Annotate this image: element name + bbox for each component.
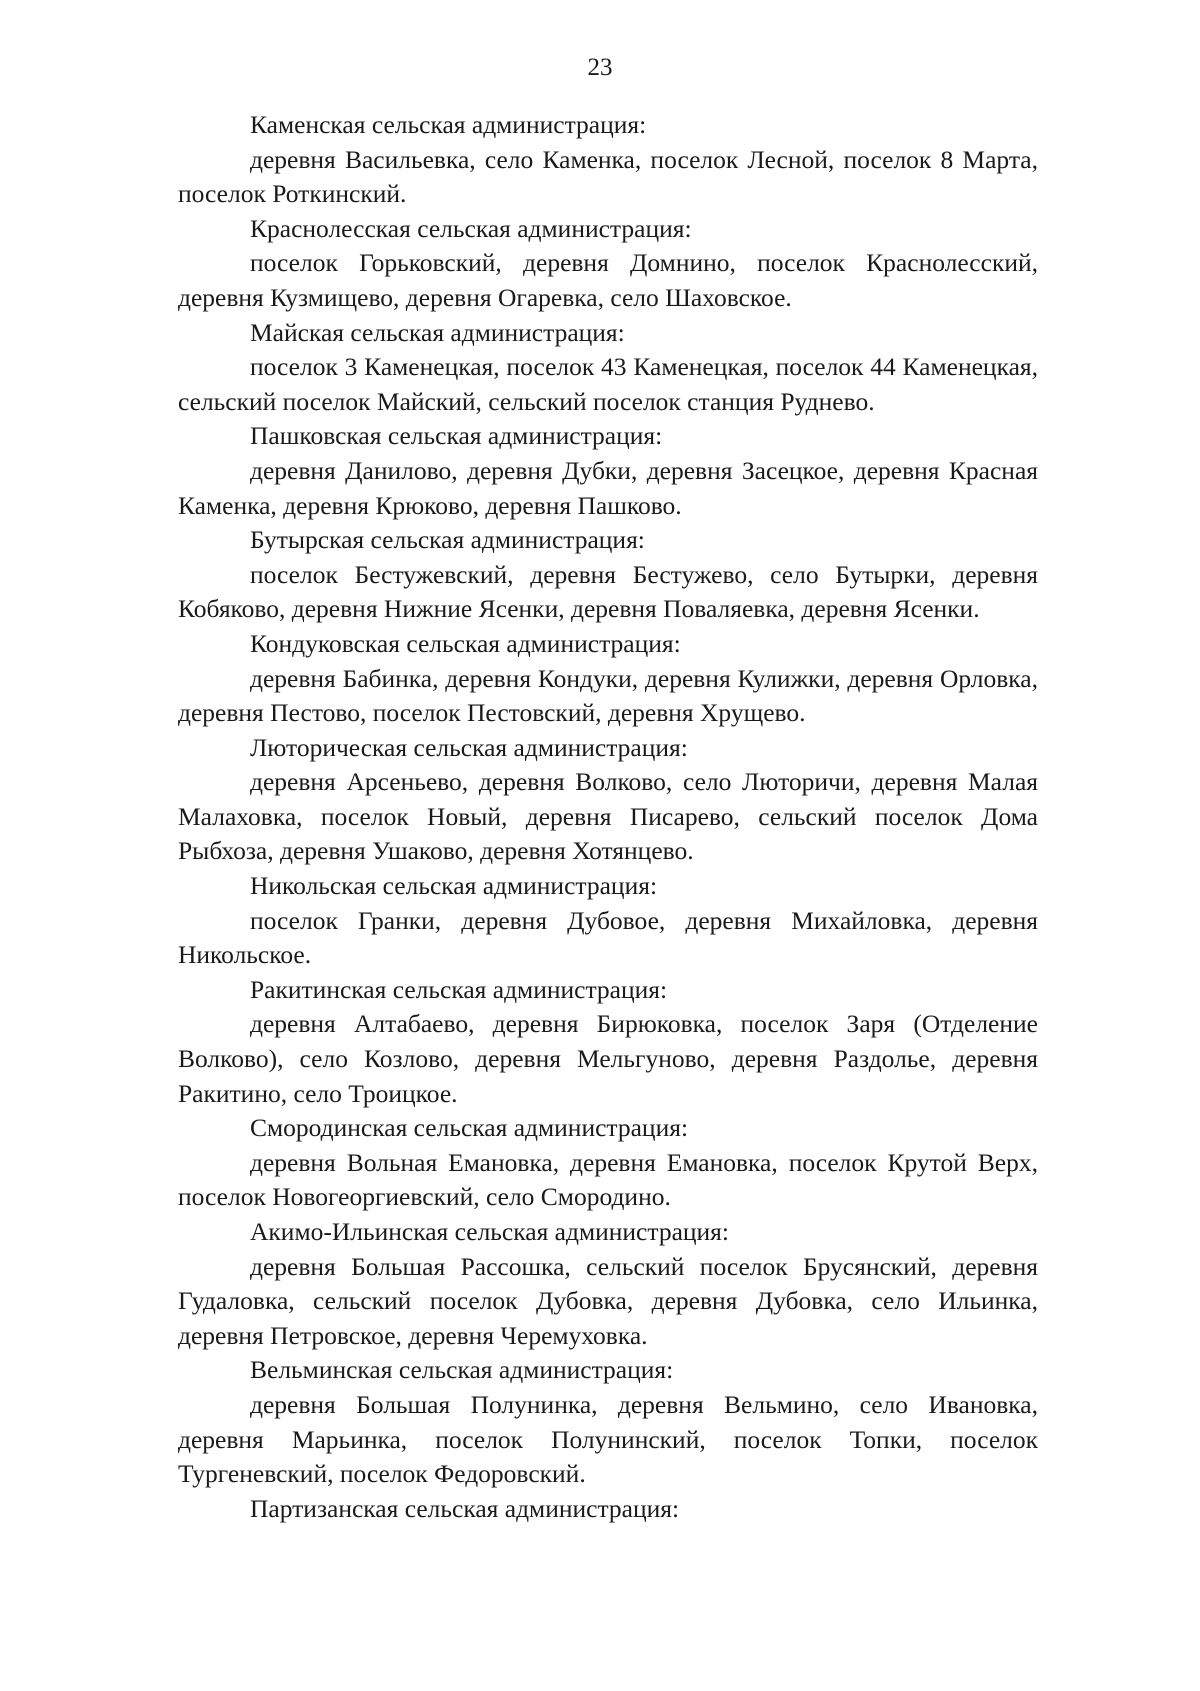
section-body: деревня Васильевка, село Каменка, поселок Лесной, поселок 8 Марта, поселок Роткинский. [178, 144, 1038, 209]
section-title: Майская сельская администрация: [250, 317, 625, 347]
section-title: Каменская сельская администрация: [250, 110, 647, 139]
section-body: деревня Данилово, деревня Дубки, деревня Засецкое, деревня Красная Каменка, деревня Крюково, деревня Пашково. [178, 455, 1038, 520]
section-title: Пашковская сельская администрация: [250, 421, 663, 451]
document-content [178, 108, 1038, 1526]
section-body: поселок Гранки, деревня Дубовое, деревня Михайловка, деревня Никольское. [178, 905, 1038, 970]
section-title: Партизанская сельская администрация: [250, 1493, 680, 1523]
section-body: деревня Большая Рассошка, сельский поселок Брусянский, деревня Гудаловка, сельский поселок Дубовка, деревня Дубовка, село Ильинка, деревня Петровское, деревня Черемуховка. [178, 1251, 1038, 1350]
section-body: деревня Вольная Емановка, деревня Емановка, поселок Крутой Верх, поселок Новогеоргиевский, село Смородино. [178, 1147, 1038, 1212]
section-body: деревня Большая Полунинка, деревня Вельмино, село Ивановка, деревня Марьинка, поселок Полунинский, поселок Топки, поселок Тургеневский, поселок Федоровский. [178, 1389, 1038, 1489]
section-body: поселок Бестужевский, деревня Бестужево, село Бутырки, деревня Кобяково, деревня Нижние Ясенки, деревня Поваляевка, деревня Ясенки. [178, 559, 1038, 624]
section-title: Кондуковская сельская администрация: [250, 628, 681, 658]
section-body: деревня Арсеньево, деревня Волково, село Люторичи, деревня Малая Малаховка, поселок Новый, деревня Писарево, сельский поселок Дома Рыбхоза, деревня Ушаково, деревня Хотянцево. [178, 767, 1038, 866]
section-body: деревня Алтабаево, деревня Бирюковка, поселок Заря (Отделение Волково), село Козлово, деревня Мельгуново, деревня Раздолье, деревня Ракитино, село Троицкое. [178, 1009, 1038, 1108]
section-body: деревня Бабинка, деревня Кондуки, деревня Кулижки, деревня Орловка, деревня Пестово, поселок Пестовский, деревня Хрущево. [178, 663, 1038, 728]
section-title: Ракитинская сельская администрация: [250, 974, 668, 1004]
section-title: Бутырская сельская администрация: [250, 525, 645, 555]
section-body: поселок 3 Каменецкая, поселок 43 Каменецкая, поселок 44 Каменецкая, сельский поселок Майский, сельский поселок станция Руднево. [178, 352, 1038, 416]
section-title: Краснолесская сельская администрация: [250, 213, 692, 243]
section-title: Никольская сельская администрация: [250, 871, 658, 901]
section-title: Вельминская сельская администрация: [250, 1355, 674, 1385]
page-number: 23 [587, 54, 613, 81]
section-title: Смородинская сельская администрация: [250, 1113, 689, 1143]
section-title: Акимо-Ильинская сельская администрация: [250, 1217, 729, 1246]
section-title: Люторическая сельская администрация: [250, 732, 688, 762]
section-body: поселок Горьковский, деревня Домнино, поселок Краснолесский, деревня Кузмищево, деревня Огаревка, село Шаховское. [178, 248, 1038, 312]
